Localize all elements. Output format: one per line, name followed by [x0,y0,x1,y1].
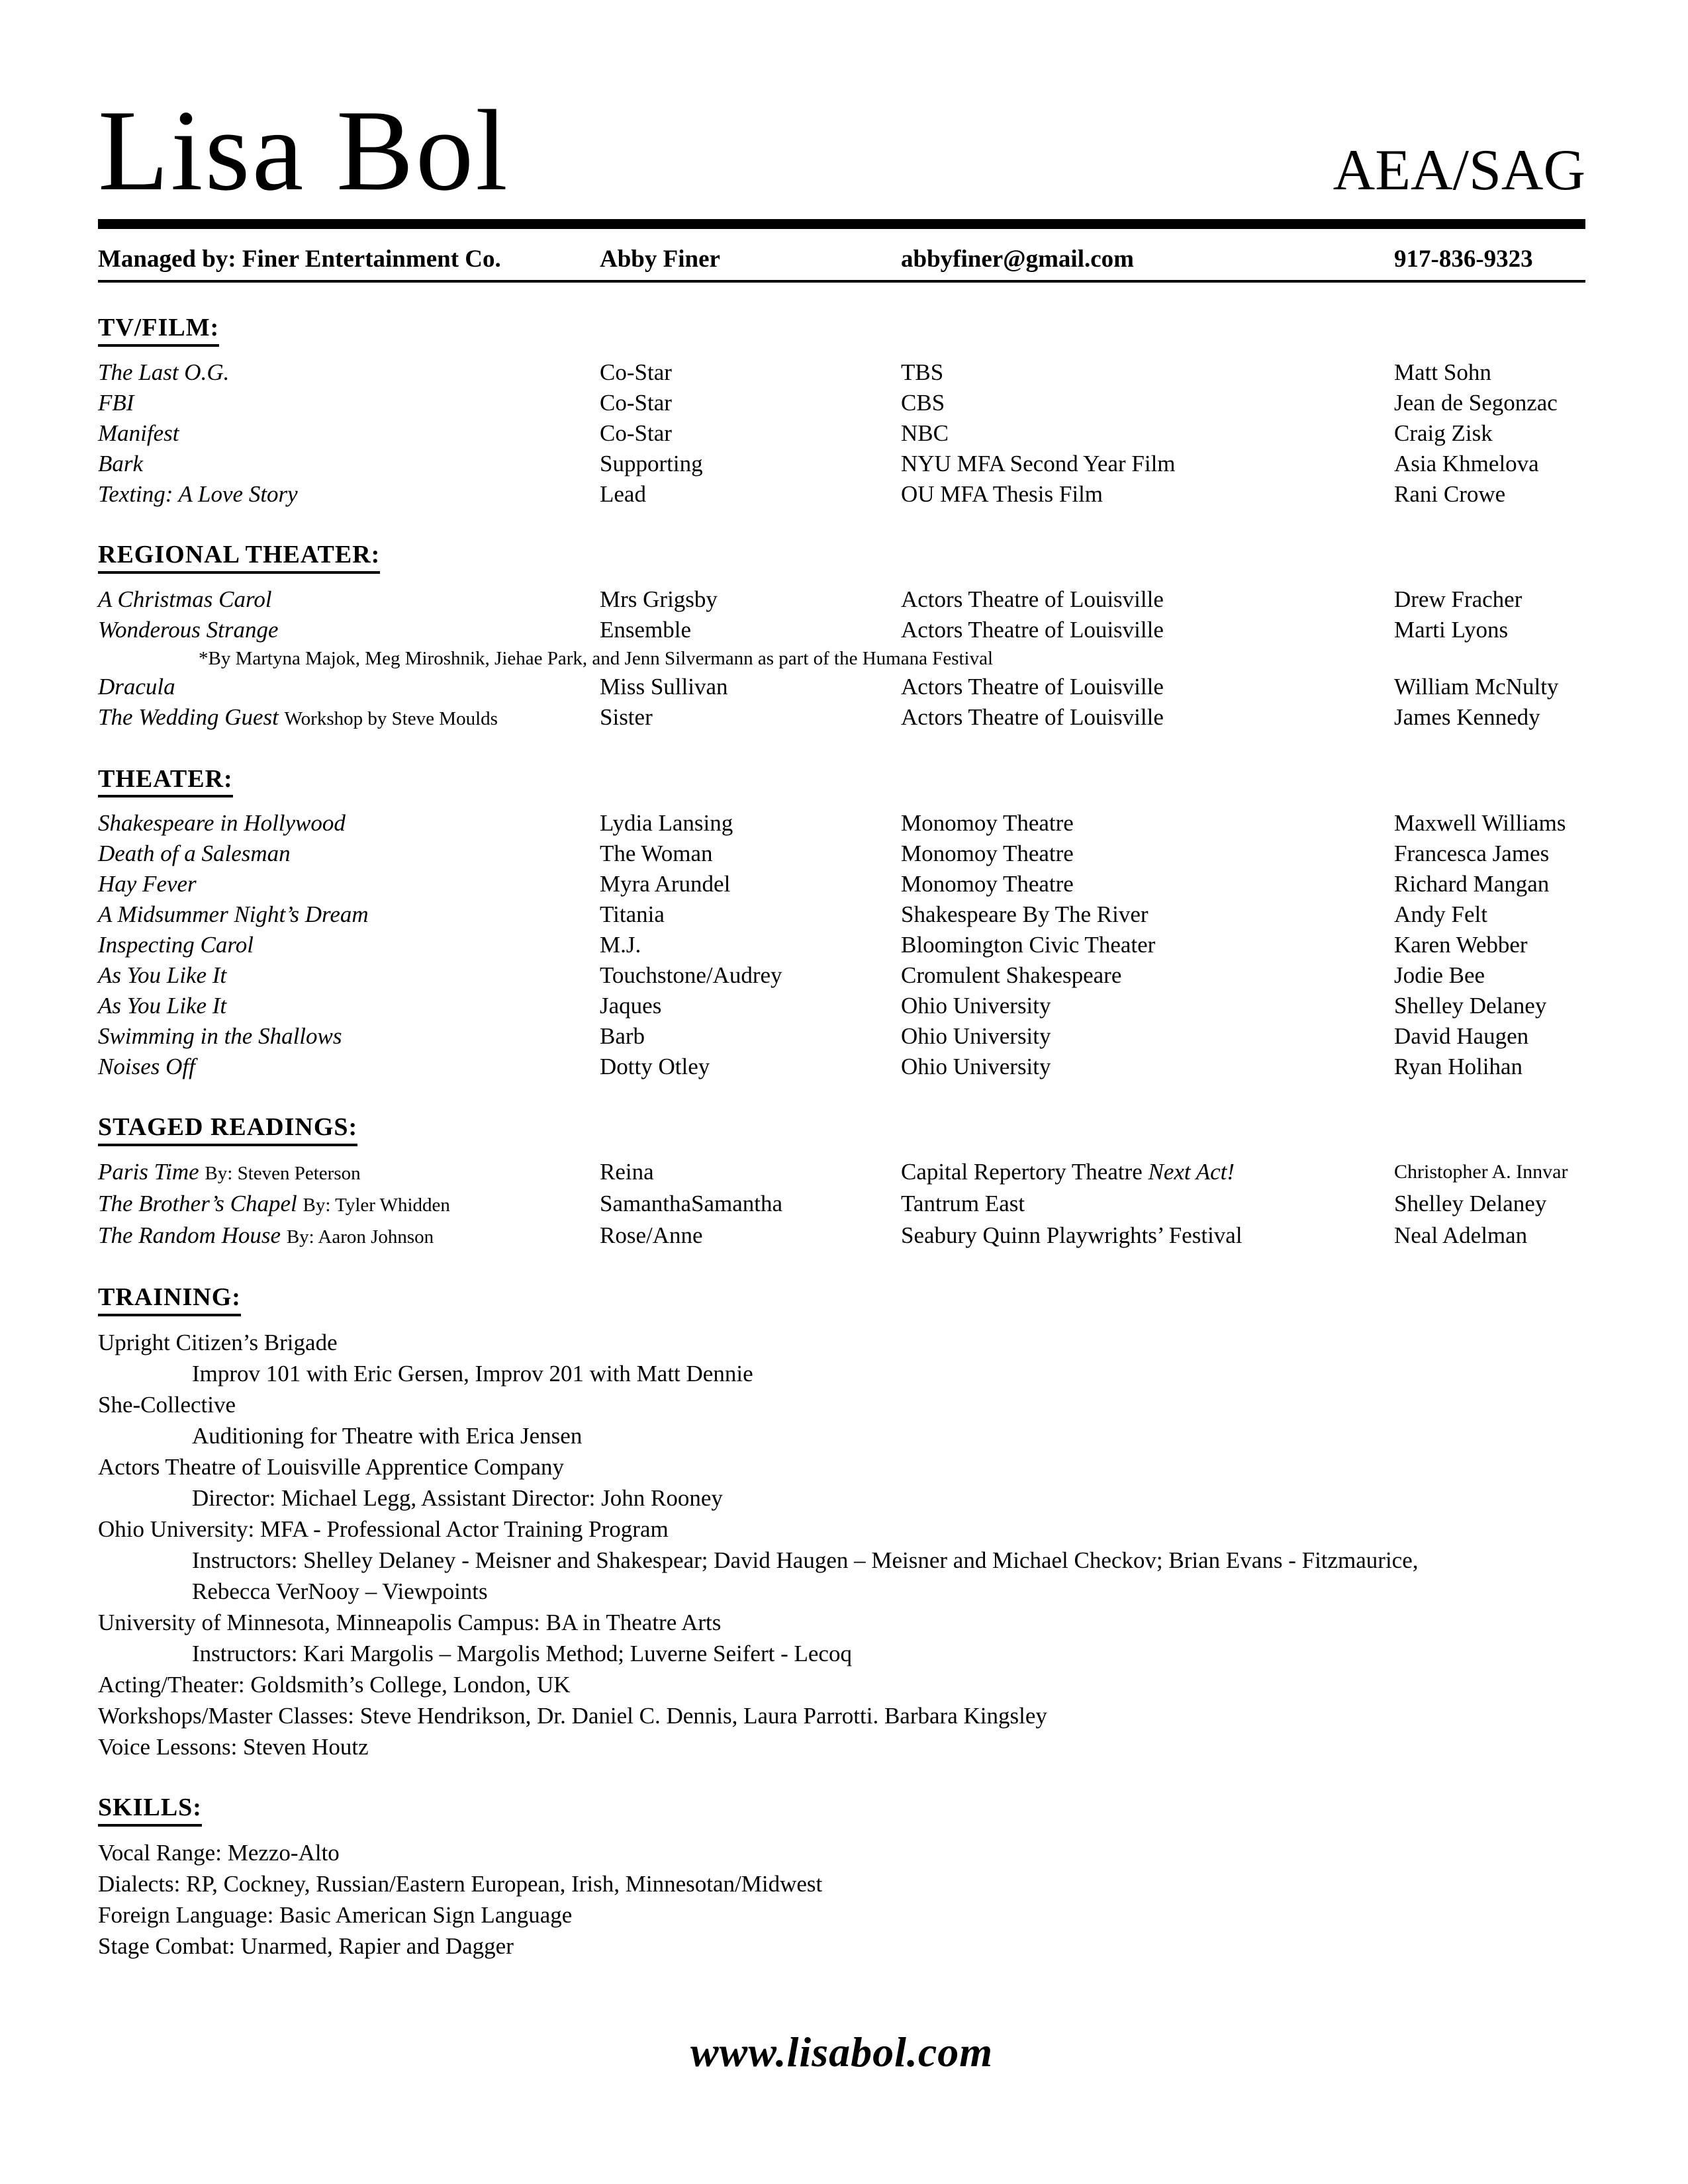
role-cell: Lydia Lansing [600,810,733,837]
role-cell: Miss Sullivan [600,673,728,700]
role-cell: Ensemble [600,616,692,643]
director-cell: Rani Crowe [1394,480,1506,507]
venue-cell: Cromulent Shakespeare [901,962,1122,989]
director-cell: Matt Sohn [1394,359,1491,385]
role-cell: The Woman [600,841,713,867]
training-line: She-Collective [98,1391,236,1418]
credit-section [98,314,1585,510]
production-title: As You Like It [98,962,227,989]
credit-row [98,479,1585,510]
production-title-cell [98,808,600,839]
venue-cell: NYU MFA Second Year Film [901,450,1176,477]
production-title-cell [98,479,600,510]
credit-note: *By Martyna Majok, Meg Miroshnik, Jiehae Park, and Jenn Silvermann as part of the Humana Festival [199,647,994,669]
director-cell: Karen Webber [1394,932,1528,958]
skills-line: Stage Combat: Unarmed, Rapier and Dagger [98,1933,514,1959]
venue-cell: Monomoy Theatre [901,810,1074,837]
role-cell: M.J. [600,932,641,958]
agent-phone: 917-836-9323 [1394,246,1533,273]
credit-rows [98,1157,1585,1252]
director-cell: Andy Felt [1394,901,1487,928]
director-cell: Jodie Bee [1394,962,1485,989]
production-title: The Wedding Guest [98,704,279,730]
training-line: Auditioning for Theatre with Erica Jensen [192,1422,583,1449]
managed-by-text: Managed by: Finer Entertainment Co. [98,246,501,273]
section-training [98,1284,1585,1762]
skills-line: Dialects: RP, Cockney, Russian/Eastern European, Irish, Minnesotan/Midwest [98,1870,823,1897]
credit-section [98,1114,1585,1252]
role-cell: Supporting [600,450,703,477]
credit-sections [98,314,1585,1252]
skills-line: Vocal Range: Mezzo-Alto [98,1839,340,1866]
director-cell: Jean de Segonzac [1394,389,1558,416]
production-title: The Last O.G. [98,359,230,385]
production-title-cell [98,1157,600,1189]
venue-cell: Monomoy Theatre [901,841,1074,867]
credit-row [98,388,1585,418]
role-cell: Barb [600,1023,645,1050]
role-cell: Dotty Otley [600,1054,710,1080]
training-line: Improv 101 with Eric Gersen, Improv 201 with Matt Dennie [192,1360,753,1387]
credit-section [98,766,1585,1083]
contact-row [98,245,1585,283]
credit-row [98,357,1585,388]
production-title-cell [98,1189,600,1220]
production-title: FBI [98,389,134,416]
skills-lines [98,1837,1585,1962]
role-cell: Co-Star [600,420,672,446]
venue-cell: Actors Theatre of Louisville [901,704,1164,730]
venue-cell: Shakespeare By The River [901,901,1149,928]
section-title: SKILLS: [98,1794,202,1827]
production-title-cell [98,672,600,702]
director-cell: Neal Adelman [1394,1222,1528,1249]
credit-row [98,584,1585,615]
production-title-cell [98,388,600,418]
production-title-cell [98,584,600,615]
director-cell: Francesca James [1394,841,1550,867]
credit-row [98,808,1585,839]
director-cell: Ryan Holihan [1394,1054,1523,1080]
credit-row [98,449,1585,479]
credit-row [98,702,1585,734]
production-title: Texting: A Love Story [98,480,298,507]
venue-cell: OU MFA Thesis Film [901,480,1103,507]
venue-cell: Actors Theatre of Louisville [901,673,1164,700]
union-affiliations: AEA/SAG [1333,138,1585,203]
production-title: Hay Fever [98,871,197,897]
section-title: STAGED READINGS: [98,1114,357,1146]
director-cell: Shelley Delaney [1394,993,1547,1019]
production-title: Shakespeare in Hollywood [98,810,346,837]
production-title: Wonderous Strange [98,616,279,643]
role-cell: Co-Star [600,359,672,385]
production-title-cell [98,615,600,645]
production-title: Paris Time [98,1159,199,1185]
training-lines [98,1327,1585,1762]
role-cell: Mrs Grigsby [600,586,718,612]
venue-cell: Ohio University [901,993,1051,1019]
venue-cell: Actors Theatre of Louisville [901,586,1164,612]
credit-rows [98,357,1585,510]
production-title: Noises Off [98,1054,195,1080]
director-cell: Asia Khmelova [1394,450,1539,477]
director-cell: Drew Fracher [1394,586,1523,612]
website-footer: www.lisabol.com [690,2028,994,2075]
venue-cell: Capital Repertory Theatre Next Act! [901,1159,1235,1185]
venue-cell: Ohio University [901,1023,1051,1050]
director-cell: Christopher A. Innvar [1394,1161,1568,1183]
training-line: Director: Michael Legg, Assistant Director: John Rooney [192,1484,723,1511]
credit-row [98,930,1585,960]
production-title: Manifest [98,420,179,446]
production-title: The Brother’s Chapel [98,1191,297,1217]
role-cell: Reina [600,1159,654,1185]
role-cell: Sister [600,704,653,730]
production-title-cell [98,702,600,734]
venue-cell: NBC [901,420,949,446]
section-title: TRAINING: [98,1284,241,1316]
section-title: THEATER: [98,766,233,798]
credit-row [98,672,1585,702]
role-cell: Myra Arundel [600,871,731,897]
section-skills [98,1794,1585,1962]
director-cell: David Haugen [1394,1023,1529,1050]
credit-row [98,1189,1585,1220]
production-title: Death of a Salesman [98,841,291,867]
training-line: University of Minnesota, Minneapolis Campus: BA in Theatre Arts [98,1609,722,1635]
production-title-cell [98,1021,600,1052]
credit-row [98,418,1585,449]
production-title-note: By: Tyler Whidden [303,1195,450,1216]
role-cell: Co-Star [600,389,672,416]
credit-rows [98,584,1585,734]
header [98,86,1585,214]
production-title-cell [98,1220,600,1252]
section-title: TV/FILM: [98,314,219,347]
venue-series-name: Next Act! [1148,1159,1235,1185]
role-cell: SamanthaSamantha [600,1191,783,1217]
production-title-cell [98,839,600,869]
production-title: A Christmas Carol [98,586,272,612]
skills-line: Foreign Language: Basic American Sign Language [98,1901,573,1928]
section-title: REGIONAL THEATER: [98,541,380,574]
director-cell: James Kennedy [1394,704,1540,730]
training-line: Ohio University: MFA - Professional Actor Training Program [98,1516,669,1542]
production-title-cell [98,357,600,388]
agent-name: Abby Finer [600,246,720,273]
production-title-note: Workshop by Steve Moulds [284,707,498,729]
role-cell: Lead [600,480,646,507]
production-title-note: By: Aaron Johnson [286,1226,434,1248]
credit-row [98,899,1585,930]
production-title-cell [98,449,600,479]
credit-row [98,869,1585,899]
header-divider [98,219,1585,229]
credit-row [98,1052,1585,1082]
venue-cell: Actors Theatre of Louisville [901,616,1164,643]
credit-row [98,839,1585,869]
role-cell: Touchstone/Audrey [600,962,782,989]
venue-cell: Bloomington Civic Theater [901,932,1156,958]
credit-row [98,1021,1585,1052]
credit-rows [98,808,1585,1082]
production-title: The Random House [98,1222,281,1249]
production-title: A Midsummer Night’s Dream [98,901,369,928]
agent-email: abbyfiner@gmail.com [901,246,1134,273]
training-line: Voice Lessons: Steven Houtz [98,1733,369,1760]
production-title: Bark [98,450,144,477]
production-title-cell [98,869,600,899]
credit-row [98,1220,1585,1252]
venue-cell: Seabury Quinn Playwrights’ Festival [901,1222,1243,1249]
training-line: Rebecca VerNooy – Viewpoints [192,1578,488,1604]
training-line: Upright Citizen’s Brigade [98,1329,338,1355]
director-cell: Richard Mangan [1394,871,1550,897]
production-title-note: By: Steven Peterson [205,1163,361,1185]
role-cell: Jaques [600,993,662,1019]
credit-row [98,991,1585,1021]
venue-cell: Ohio University [901,1054,1051,1080]
director-cell: Craig Zisk [1394,420,1493,446]
venue-cell: TBS [901,359,944,385]
credit-section [98,541,1585,734]
director-cell: Maxwell Williams [1394,810,1566,837]
production-title: As You Like It [98,993,227,1019]
production-title-cell [98,1052,600,1082]
production-title: Inspecting Carol [98,932,254,958]
production-title-cell [98,991,600,1021]
production-title: Dracula [98,673,175,700]
director-cell: Shelley Delaney [1394,1191,1547,1217]
credit-row [98,615,1585,645]
venue-cell: Tantrum East [901,1191,1025,1217]
venue-cell: CBS [901,389,945,416]
training-line: Instructors: Kari Margolis – Margolis Method; Luverne Seifert - Lecoq [192,1640,852,1666]
production-title-cell [98,930,600,960]
role-cell: Titania [600,901,665,928]
production-title: Swimming in the Shallows [98,1023,342,1050]
role-cell: Rose/Anne [600,1222,703,1249]
page-title: Lisa Bol [98,86,510,214]
training-line: Actors Theatre of Louisville Apprentice Company [98,1453,565,1480]
production-title-cell [98,899,600,930]
production-title-cell [98,418,600,449]
training-line: Workshops/Master Classes: Steve Hendrikson, Dr. Daniel C. Dennis, Laura Parrotti. Barbara Kingsley [98,1702,1047,1729]
production-title-cell [98,960,600,991]
director-cell: William McNulty [1394,673,1559,700]
training-line: Instructors: Shelley Delaney - Meisner and Shakespear; David Haugen – Meisner and Michael Checkov; Brian Evans - Fitzmaurice, [192,1547,1419,1573]
credit-row [98,1157,1585,1189]
credit-row [98,960,1585,991]
director-cell: Marti Lyons [1394,616,1509,643]
venue-cell: Monomoy Theatre [901,871,1074,897]
training-line: Acting/Theater: Goldsmith’s College, London, UK [98,1671,571,1698]
